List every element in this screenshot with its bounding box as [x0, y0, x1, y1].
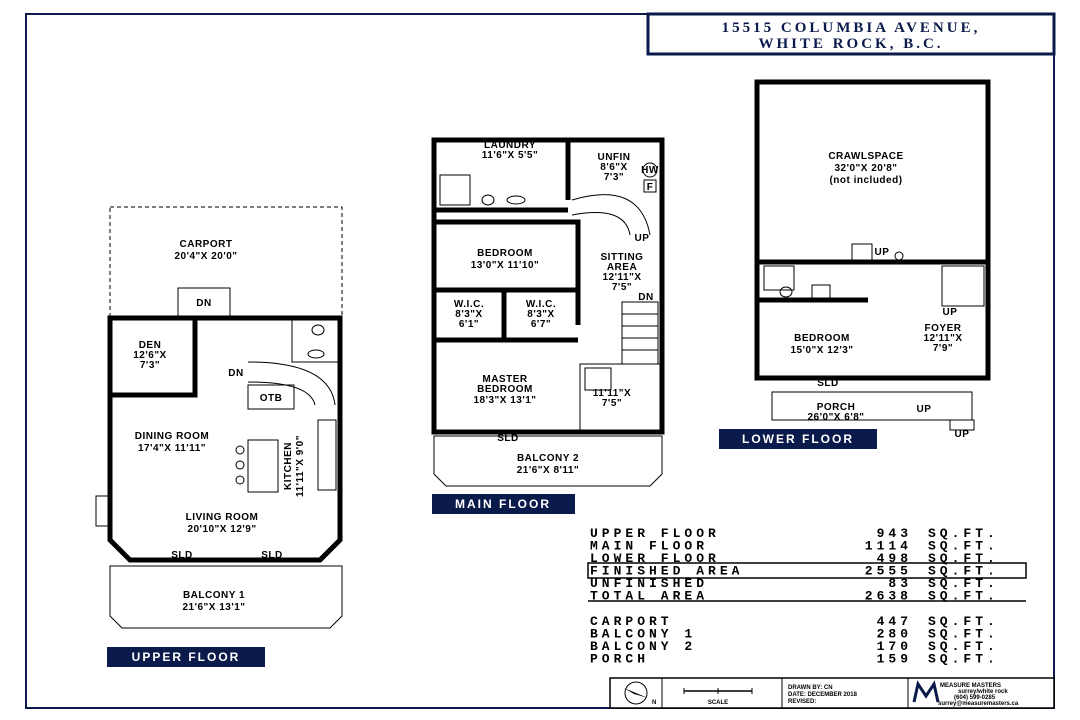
- area-unit: SQ.FT.: [928, 576, 999, 591]
- area-label: FINISHED AREA: [590, 563, 744, 579]
- bedroom-lower-label: BEDROOM: [794, 333, 850, 344]
- den-dims-1: 12'6"X: [133, 350, 167, 361]
- upper-sld-1: SLD: [171, 550, 193, 561]
- sitting-label-2: AREA: [606, 262, 638, 273]
- main-up-1: UP: [634, 233, 650, 244]
- area-value: 83: [888, 576, 912, 591]
- unfin-dims-1: 8'6"X: [600, 162, 628, 173]
- company-phone: (604) 599-0285: [954, 695, 996, 701]
- main-floor-plan: [432, 140, 662, 514]
- toilet-icon: [482, 195, 494, 205]
- lower-small-stair: [852, 244, 872, 260]
- bedroom-main-dims: 13'0"X 11'10": [470, 260, 540, 271]
- porch-dims: 26'0"X 6'8": [807, 412, 865, 423]
- lower-floor-label: LOWER FLOOR: [742, 432, 854, 446]
- foyer-label: FOYER: [924, 323, 962, 334]
- master-dims: 18'3"X 13'1": [473, 395, 537, 406]
- lower-up-4: UP: [954, 429, 970, 440]
- den-dims-2: 7'3": [139, 360, 161, 371]
- unfin-dims-2: 7'3": [603, 172, 625, 183]
- carport-outline: [110, 207, 342, 317]
- balcony-1-dims: 21'6"X 13'1": [182, 602, 246, 613]
- stool-icon: [236, 476, 244, 484]
- sink-icon: [507, 196, 525, 204]
- balcony-2-label: BALCONY 2: [516, 453, 580, 464]
- title-block: [610, 678, 1054, 708]
- lower-up-3: UP: [916, 404, 932, 415]
- area-value: 159: [876, 651, 912, 667]
- area-label: BALCONY 1: [590, 626, 697, 642]
- area-value: 1114: [864, 538, 912, 554]
- drawn-date: DATE: DECEMBER 2018: [788, 692, 857, 698]
- area-unit: SQ.FT.: [928, 614, 999, 629]
- area-label: UNFINISHED: [590, 576, 709, 591]
- toilet-icon: [780, 287, 792, 297]
- toilet-icon: [312, 325, 324, 335]
- header-box: [648, 14, 1054, 54]
- stool-icon: [236, 446, 244, 454]
- hw-label: HW: [641, 165, 659, 176]
- upper-dn-1: DN: [196, 298, 212, 309]
- area-label: CARPORT: [590, 614, 673, 629]
- foyer-dims-2: 7'9": [932, 343, 954, 354]
- den-label: DEN: [138, 340, 162, 351]
- area-value: 2555: [864, 563, 912, 579]
- crawlspace-dims: 32'0"X 20'8": [834, 163, 898, 174]
- upper-sld-2: SLD: [261, 550, 283, 561]
- main-floor-label: MAIN FLOOR: [455, 497, 551, 511]
- crawlspace-note: (not included): [829, 175, 903, 186]
- sitting-dims-1: 12'11"X: [602, 272, 642, 283]
- lower-sld: SLD: [817, 378, 839, 389]
- main-dn: DN: [638, 292, 654, 303]
- wic2-dims-1: 8'3"X: [527, 309, 555, 320]
- area-value: 498: [876, 551, 912, 566]
- shower-icon: [764, 266, 794, 290]
- company-name: MEASURE MASTERS: [940, 683, 1002, 689]
- upper-dn-2: DN: [228, 368, 244, 379]
- sitting-label-1: SITTING: [600, 252, 644, 263]
- crawlspace-label: CRAWLSPACE: [828, 151, 904, 162]
- shower-icon: [585, 368, 611, 390]
- carport-label: CARPORT: [179, 239, 233, 250]
- wic1-label: W.I.C.: [453, 299, 485, 310]
- kitchen-dims: 11'11"X 9'0": [295, 435, 306, 497]
- area-label: PORCH: [590, 651, 650, 667]
- lower-stair: [942, 266, 984, 306]
- master-label-2: BEDROOM: [477, 384, 533, 395]
- area-value: 943: [876, 526, 912, 541]
- wic1-dims-2: 6'1": [458, 319, 480, 330]
- company-email: surrey@measuremasters.ca: [938, 701, 1019, 707]
- bath-main-dims-1: 11'11"X: [592, 388, 632, 399]
- address-line-1: 15515 COLUMBIA AVENUE,: [721, 20, 981, 36]
- sheet-border: [26, 14, 1054, 708]
- kitchen-label: KITCHEN: [283, 442, 294, 490]
- sink-icon: [308, 350, 324, 358]
- foyer-dims-1: 12'11"X: [923, 333, 963, 344]
- porch-outline: [772, 392, 972, 420]
- area-unit: SQ.FT.: [928, 651, 999, 667]
- bath-main-dims-2: 7'5": [601, 398, 623, 409]
- extra-rows: [590, 614, 999, 667]
- area-value: 280: [876, 626, 912, 642]
- kitchen-counter: [318, 420, 336, 490]
- north-label: N: [652, 700, 657, 706]
- area-label: TOTAL AREA: [590, 588, 709, 604]
- area-label: LOWER FLOOR: [590, 551, 720, 566]
- revised: REVISED:: [788, 699, 817, 705]
- area-value: 170: [876, 639, 912, 654]
- scale-label: SCALE: [707, 700, 729, 706]
- balcony-1-label: BALCONY 1: [182, 590, 246, 601]
- lower-floor-plan: [719, 82, 988, 449]
- shower-icon: [440, 175, 470, 205]
- master-label-1: MASTER: [482, 374, 528, 385]
- valve-icon: [895, 252, 903, 260]
- porch-label: PORCH: [816, 402, 856, 413]
- balcony-2-dims: 21'6"X 8'11": [516, 465, 580, 476]
- area-label: BALCONY 2: [590, 639, 697, 654]
- area-unit: SQ.FT.: [928, 526, 999, 541]
- laundry-dims: 11'6"X 5'5": [481, 150, 539, 161]
- sitting-dims-2: 7'5": [611, 282, 633, 293]
- main-straight-stair: [622, 302, 658, 364]
- area-unit: SQ.FT.: [928, 588, 999, 604]
- area-value: 447: [876, 614, 912, 629]
- area-rows: [590, 526, 999, 604]
- area-label: UPPER FLOOR: [590, 526, 720, 541]
- carport-dims: 20'4"X 20'0": [174, 251, 238, 262]
- area-unit: SQ.FT.: [928, 551, 999, 566]
- bedroom-lower-dims: 15'0"X 12'3": [790, 345, 854, 356]
- main-sld: SLD: [497, 433, 519, 444]
- dining-label: DINING ROOM: [134, 431, 210, 442]
- f-label: F: [646, 182, 654, 193]
- wic1-dims-1: 8'3"X: [455, 309, 483, 320]
- area-summary: [588, 526, 1026, 667]
- laundry-label: LAUNDRY: [483, 140, 537, 151]
- company-office: surrey/white rock: [958, 689, 1008, 695]
- dining-dims: 17'4"X 11'11": [137, 443, 207, 454]
- wic2-dims-2: 6'7": [530, 319, 552, 330]
- area-unit: SQ.FT.: [928, 538, 999, 554]
- living-label: LIVING ROOM: [185, 512, 259, 523]
- upper-floor-plan: [96, 207, 342, 667]
- address-line-2: WHITE ROCK, B.C.: [758, 36, 944, 52]
- area-label: MAIN FLOOR: [590, 538, 709, 554]
- upper-bath: [292, 320, 338, 362]
- wic2-label: W.I.C.: [525, 299, 557, 310]
- kitchen-island: [248, 440, 278, 492]
- stool-icon: [236, 461, 244, 469]
- area-value: 2638: [864, 588, 912, 604]
- lower-up-2: UP: [942, 307, 958, 318]
- area-unit: SQ.FT.: [928, 626, 999, 642]
- bedroom-main-label: BEDROOM: [477, 248, 533, 259]
- drawn-by: DRAWN BY: CN: [788, 685, 833, 691]
- otb-label: OTB: [259, 393, 283, 404]
- area-unit: SQ.FT.: [928, 563, 999, 579]
- sink-icon: [812, 285, 830, 299]
- living-dims: 20'10"X 12'9": [187, 524, 257, 535]
- upper-floor-label: UPPER FLOOR: [131, 650, 241, 664]
- unfin-label: UNFIN: [597, 152, 631, 163]
- lower-up-1: UP: [874, 247, 890, 258]
- area-unit: SQ.FT.: [928, 639, 999, 654]
